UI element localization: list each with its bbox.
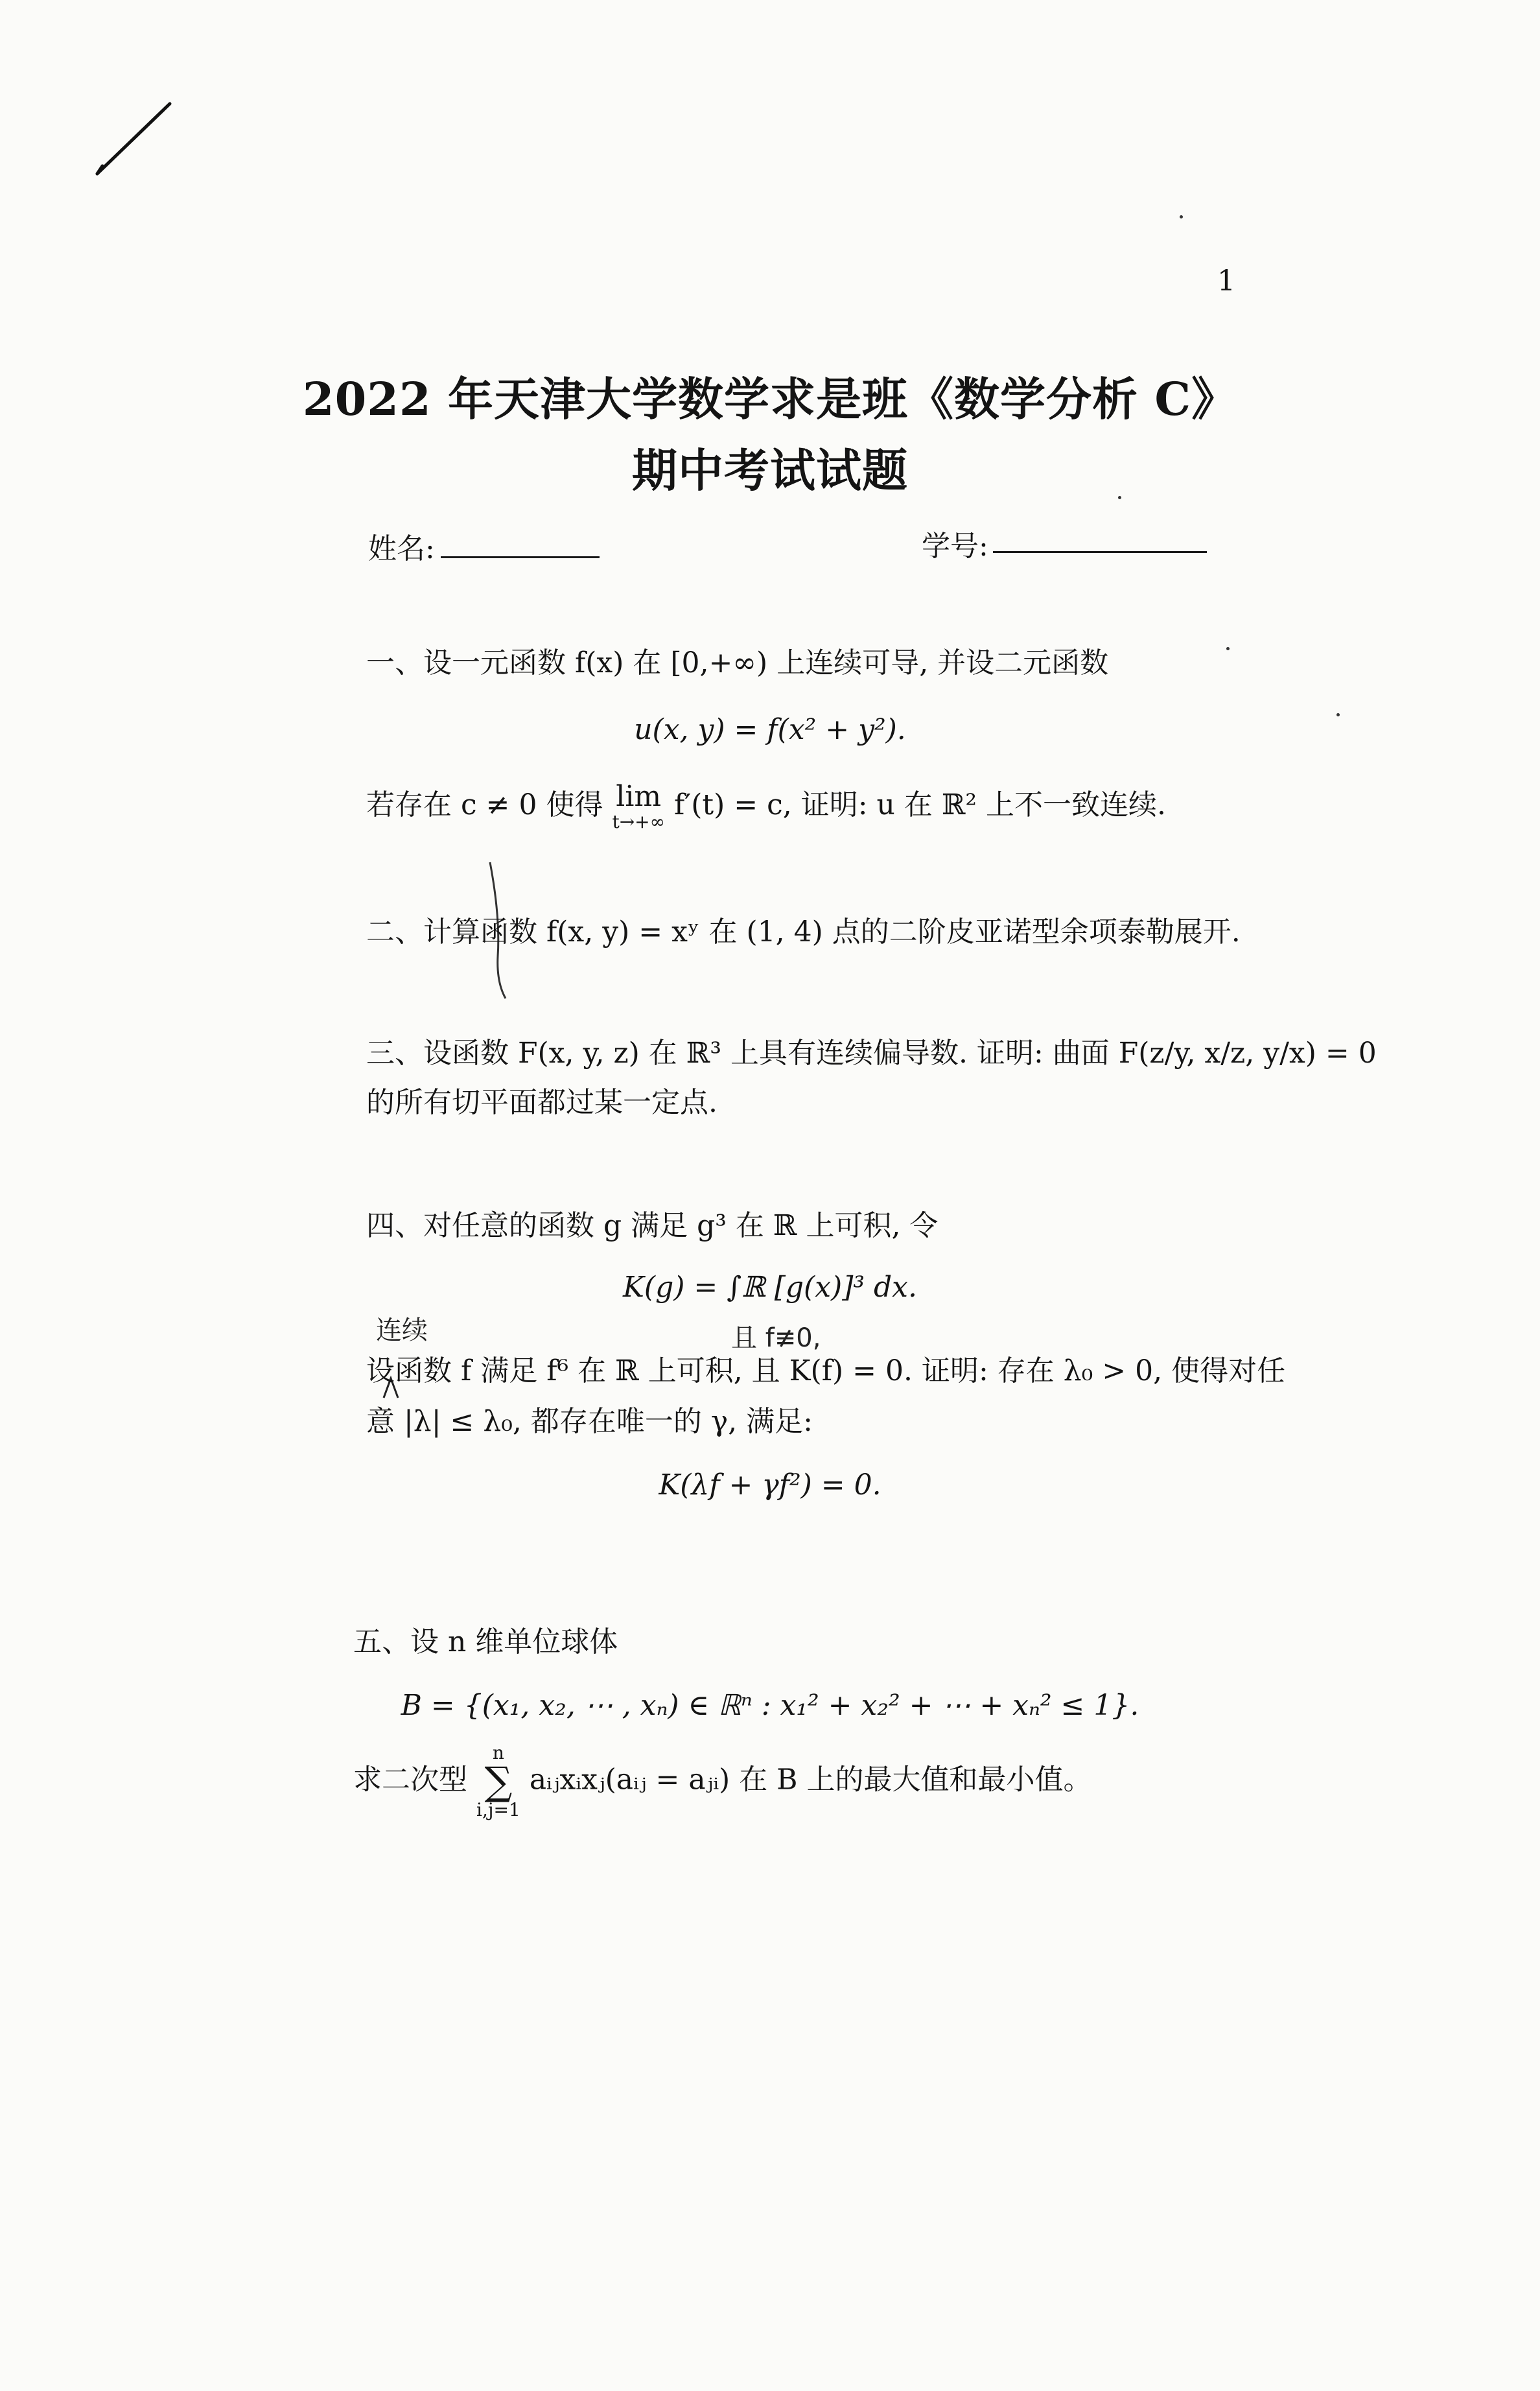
name-label: 姓名: bbox=[368, 532, 435, 565]
formula-u: u(x, y) = f(x² + y²). bbox=[634, 713, 906, 746]
question-5-formula bbox=[0, 1689, 1540, 1722]
name-field-line[interactable] bbox=[441, 556, 600, 558]
limit-word: lim bbox=[616, 780, 662, 813]
page-number: 1 bbox=[1217, 265, 1235, 298]
summation-operator bbox=[476, 1744, 520, 1819]
q1-condition-pre: 若存在 c ≠ 0 使得 bbox=[366, 788, 603, 822]
question-5-text: 五、设 n 维单位球体 bbox=[353, 1625, 618, 1658]
question-1-formula bbox=[0, 713, 1540, 746]
question-4-equation bbox=[0, 1468, 1540, 1502]
limit-subscript: t→+∞ bbox=[612, 811, 665, 833]
question-1-text: 一、设一元函数 f(x) 在 [0,+∞) 上连续可导, 并设二元函数 bbox=[366, 646, 1109, 679]
exam-title: 2022 年天津大学数学求是班《数学分析 C》 bbox=[302, 372, 1238, 426]
question-3-text-cont: 的所有切平面都过某一定点. bbox=[366, 1086, 718, 1119]
scan-speck bbox=[1180, 215, 1183, 218]
student-id-label: 学号: bbox=[922, 530, 988, 563]
question-5-task bbox=[353, 1744, 1092, 1819]
question-3-text: 三、设函数 F(x, y, z) 在 ℝ³ 上具有连续偏导数. 证明: 曲面 F(z/y, x/z, y/x) = 0 bbox=[366, 1037, 1377, 1070]
student-id-field-line[interactable] bbox=[993, 551, 1207, 553]
limit-operator bbox=[612, 781, 665, 832]
question-4-statement: 设函数 f 满足 f⁶ 在 ℝ 上可积, 且 K(f) = 0. 证明: 存在 λ₀ > 0, 使得对任 bbox=[366, 1354, 1286, 1387]
question-2-text: 二、计算函数 f(x, y) = xʸ 在 (1, 4) 点的二阶皮亚诺型余项泰勒展开. bbox=[366, 915, 1241, 948]
q5-task-pre: 求二次型 bbox=[353, 1763, 467, 1796]
question-4-formula bbox=[0, 1271, 1540, 1304]
handwritten-note-continuous: 连续 bbox=[376, 1315, 428, 1345]
sum-upper-limit: n bbox=[492, 1742, 504, 1763]
q5-task-post: aᵢⱼxᵢxⱼ(aᵢⱼ = aⱼᵢ) 在 B 上的最大值和最小值。 bbox=[529, 1763, 1092, 1796]
question-4-text: 四、对任意的函数 g 满足 g³ 在 ℝ 上可积, 令 bbox=[366, 1209, 939, 1242]
pen-stroke-mark bbox=[91, 97, 175, 182]
q1-condition-post: f′(t) = c, 证明: u 在 ℝ² 上不一致连续. bbox=[673, 788, 1166, 822]
sum-sign: ∑ bbox=[484, 1759, 513, 1804]
formula-K-lambda: K(λf + γf²) = 0. bbox=[659, 1468, 881, 1502]
scan-speck bbox=[1226, 647, 1230, 650]
question-4-statement-cont: 意 |λ| ≤ λ₀, 都存在唯一的 γ, 满足: bbox=[366, 1405, 813, 1438]
sum-lower-limit: i,j=1 bbox=[476, 1799, 520, 1820]
handwritten-note-condition: 且 f≢0, bbox=[731, 1323, 821, 1353]
question-1-condition bbox=[366, 781, 1166, 832]
exam-subtitle: 期中考试试题 bbox=[632, 443, 908, 497]
formula-K: K(g) = ∫ℝ [g(x)]³ dx. bbox=[623, 1271, 917, 1304]
formula-B: B = {(x₁, x₂, ⋯ , xₙ) ∈ ℝⁿ : x₁² + x₂² + ⋯ + xₙ² ≤ 1}. bbox=[401, 1689, 1139, 1722]
